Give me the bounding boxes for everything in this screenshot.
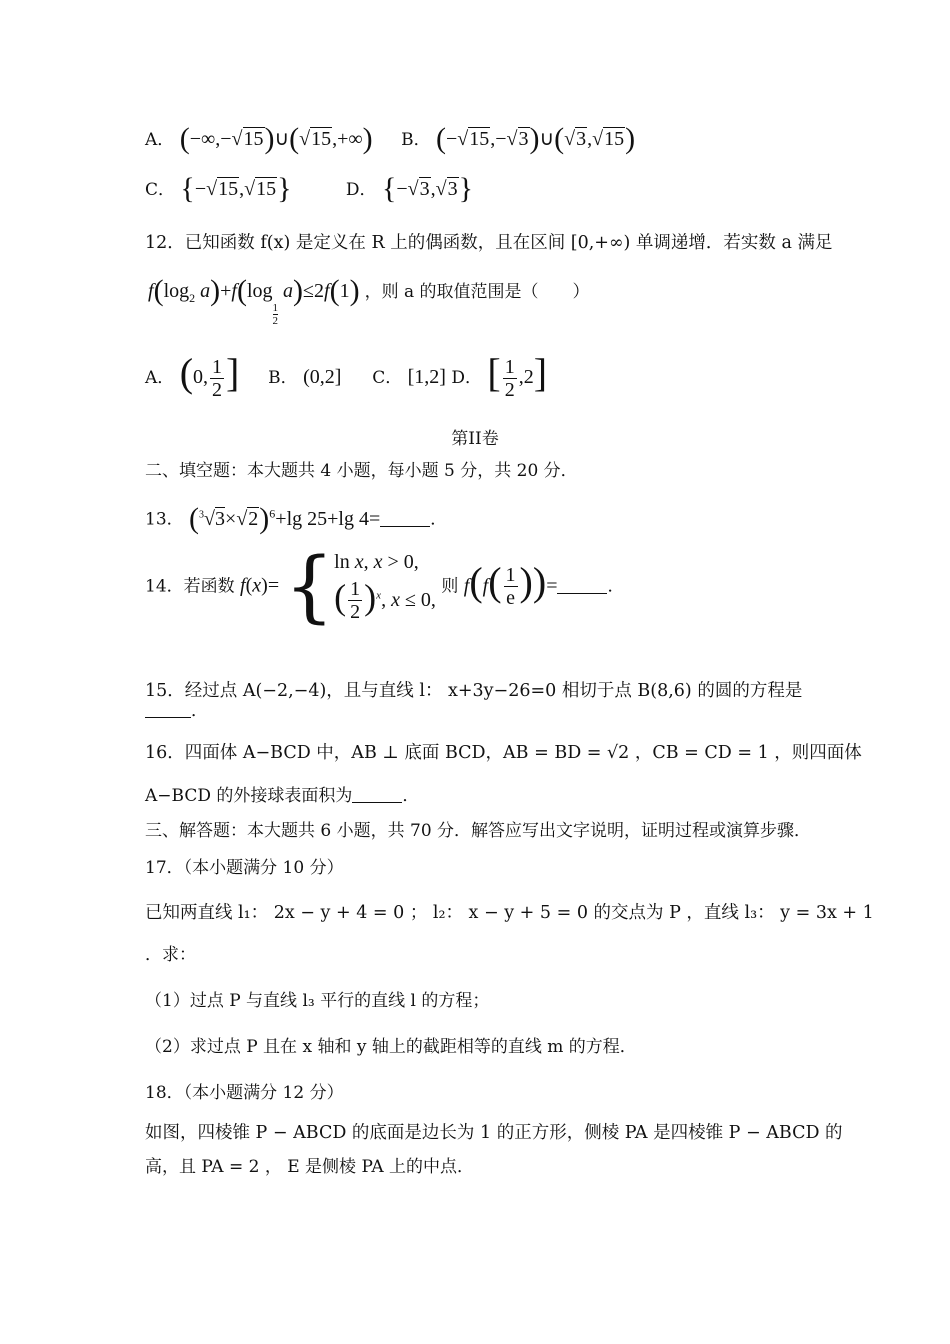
q12-option-c-label: C． (372, 368, 403, 389)
section-3-heading: 三、解答题：本大题共 6 小题，共 70 分．解答应写出文字说明，证明过程或演算步骤． (145, 821, 812, 841)
section-2-heading: 二、填空题：本大题共 4 小题，每小题 5 分，共 20 分． (145, 461, 578, 481)
q11-option-b-label: B． (401, 130, 431, 150)
q11-option-b: (−√15,−√3)∪(√3,√15) (435, 122, 636, 155)
q12-option-a: (0, $\frac{1}{2}$ ] (179, 350, 240, 401)
q15-line-2 (145, 700, 208, 722)
q11-option-c-label: C． (145, 180, 176, 200)
q14-number: 14．若函数 (145, 576, 235, 597)
q18-line-1: 如图，四棱锥 P − ABCD 的底面是边长为 1 的正方形，侧棱 PA 是四棱锥 P − ABCD 的 (145, 1123, 843, 1143)
q11-option-d: {−√3,√3} (381, 172, 473, 205)
q12-inequality: $f(\log_2$ a)+f(log $\frac{1}{2}$ a)≤2f(1) (148, 274, 360, 327)
q12-line-2 (148, 274, 590, 327)
q12-option-c: [1,2] (407, 366, 446, 389)
q16-text: A−BCD 的外接球表面积为 (145, 786, 353, 806)
q11-option-a: (−∞,−√15)∪(√15,+∞) (179, 122, 373, 155)
q12-options (145, 350, 548, 401)
q14: 14．若函数 f(x)= { ln x, x > 0, ( $\frac{1}{2}$ )$^x$, x ≤ 0, 则 f(f( $\frac{1}{e}$ ))= ． (145, 542, 625, 632)
q16-line-1: 16．四面体 A−BCD 中，AB ⊥ 底面 BCD，AB = BD = √2 ，CB = CD = 1 ，则四面体 (145, 743, 862, 763)
q12-line-1: 12．已知函数 f(x) 是定义在 R 上的偶函数，且在区间 [0,+∞) 单调递增．若实数 a 满足 (145, 233, 833, 253)
q12-option-b: (0,2] (303, 366, 342, 389)
q11-option-d-label: D． (345, 180, 377, 200)
q17-part-1: （1）过点 P 与直线 l₃ 平行的直线 l 的方程； (145, 991, 490, 1011)
q11-options-cd (145, 172, 473, 205)
q17-line-1: 已知两直线 l₁： 2x − y + 4 = 0 ； l₂： x − y + 5 = 0 的交点为 P ，直线 l₃： y = 3x + 1 (145, 903, 874, 923)
q12-option-b-label: B． (268, 368, 298, 389)
q18-header: 18．（本小题满分 12 分） (145, 1083, 344, 1103)
q15-line-1: 15．经过点 A(−2,−4)，且与直线 l： x+3y−26=0 相切于点 B(8,6) 的圆的方程是 (145, 681, 803, 701)
q13: 13． $(^3√3\times√2)^6+\lg$ 25+lg 4= ． (145, 501, 448, 535)
q17-header: 17．（本小题满分 10 分） (145, 858, 344, 878)
q15-answer-blank[interactable] (145, 701, 191, 718)
q12-option-d-label: D． (451, 368, 482, 389)
part-2-title: 第II卷 (451, 429, 499, 449)
q13-answer-blank[interactable] (380, 510, 430, 527)
q14-query: f(f( $\frac{1}{e}$ ))= (463, 558, 558, 610)
q18-line-2: 高，且 PA = 2 ， E 是侧棱 PA 上的中点． (145, 1157, 475, 1177)
q12-option-d: [ $\frac{1}{2}$ ,2] (487, 350, 548, 401)
q14-function: f(x)= (240, 574, 280, 597)
q11-option-c: {−√15,√15} (180, 172, 292, 205)
q12-option-a-label: A． (145, 368, 175, 389)
q14-then: 则 (441, 576, 459, 597)
q13-expression: $(^3√3\times√2)^6+\lg$ 25+lg 4= (189, 501, 381, 535)
q15-period: ． (191, 701, 208, 721)
q12-question: ，则 a 的取值范围是（ ） (364, 282, 590, 302)
q17-part-2: （2）求过点 P 且在 x 轴和 y 轴上的截距相等的直线 m 的方程． (145, 1037, 637, 1057)
q16-line-2: A−BCD 的外接球表面积为 ． (145, 786, 420, 806)
q11-options-ab (145, 122, 636, 155)
q14-piecewise: { ln x, x > 0, ( $\frac{1}{2}$ )$^x$, x ≤ 0, (284, 542, 436, 632)
q11-option-a-label: A． (145, 130, 175, 150)
q14-answer-blank[interactable] (557, 577, 607, 594)
q17-line-2: ．求： (145, 945, 196, 965)
q16-answer-blank[interactable] (352, 786, 402, 803)
q13-number: 13． (145, 509, 184, 530)
